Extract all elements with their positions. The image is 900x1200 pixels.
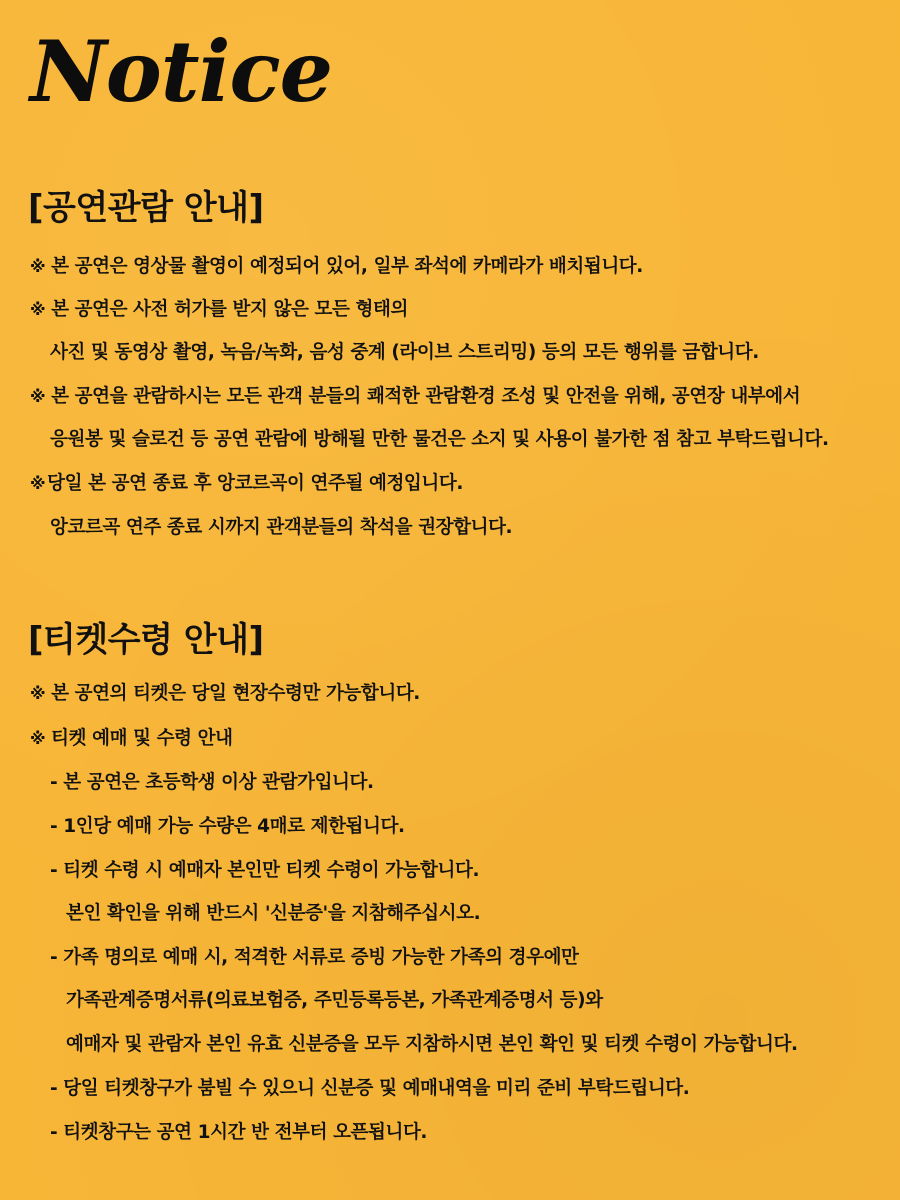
notice-sub-line: - 가족 명의로 예매 시, 적격한 서류로 증빙 가능한 가족의 경우에만 xyxy=(50,947,579,968)
notice-line-continued: 앙코르곡 연주 종료 시까지 관객분들의 착석을 권장합니다. xyxy=(50,517,513,538)
reference-mark-icon: ※ xyxy=(30,300,46,319)
section-heading-ticket: [티켓수령 안내] xyxy=(28,620,264,660)
notice-sub-line: - 티켓창구는 공연 1시간 반 전부터 오픈됩니다. xyxy=(50,1122,428,1143)
notice-sub-line: - 당일 티켓창구가 붐빌 수 있으니 신분증 및 예매내역을 미리 준비 부탁드립니다. xyxy=(50,1078,690,1099)
notice-line: ※ 본 공연을 관람하시는 모든 관객 분들의 쾌적한 관람환경 조성 및 안전을 위해, 공연장 내부에서 xyxy=(30,386,801,407)
notice-line: ※ 본 공연은 사전 허가를 받지 않은 모든 형태의 xyxy=(30,299,408,320)
notice-line-continued: 사진 및 동영상 촬영, 녹음/녹화, 음성 중계 (라이브 스트리밍) 등의 모든 행위를 금합니다. xyxy=(50,342,759,363)
reference-mark-icon: ※ xyxy=(30,474,46,493)
notice-sub-line-continued: 가족관계증명서류(의료보험증, 주민등록등본, 가족관계증명서 등)와 xyxy=(66,990,603,1011)
dash-bullet: - xyxy=(50,772,58,793)
notice-line-continued: 응원봉 및 슬로건 등 공연 관람에 방해될 만한 물건은 소지 및 사용이 불가한 점 참고 부탁드립니다. xyxy=(50,429,829,450)
notice-sub-line-continued: 예매자 및 관람자 본인 유효 신분증을 모두 지참하시면 본인 확인 및 티켓 수령이 가능합니다. xyxy=(66,1034,798,1055)
dash-bullet: - xyxy=(50,816,58,837)
notice-sub-line: - 티켓 수령 시 예매자 본인만 티켓 수령이 가능합니다. xyxy=(50,860,480,881)
notice-line: ※ 본 공연의 티켓은 당일 현장수령만 가능합니다. xyxy=(30,683,420,704)
reference-mark-icon: ※ xyxy=(30,257,46,276)
notice-line: ※ 본 공연은 영상물 촬영이 예정되어 있어, 일부 좌석에 카메라가 배치됩니다. xyxy=(30,256,643,277)
reference-mark-icon: ※ xyxy=(30,387,46,406)
dash-bullet: - xyxy=(50,860,58,881)
notice-line: ※ 당일 본 공연 종료 후 앙코르곡이 연주될 예정입니다. xyxy=(30,473,463,494)
dash-bullet: - xyxy=(50,947,58,968)
notice-sub-line: - 1인당 예매 가능 수량은 4매로 제한됩니다. xyxy=(50,816,405,837)
reference-mark-icon: ※ xyxy=(30,729,46,748)
notice-sub-line-continued: 본인 확인을 위해 반드시 '신분증'을 지참해주십시오. xyxy=(66,903,481,924)
dash-bullet: - xyxy=(50,1078,58,1099)
notice-line: ※ 티켓 예매 및 수령 안내 xyxy=(30,728,233,749)
notice-sub-line: - 본 공연은 초등학생 이상 관람가입니다. xyxy=(50,772,374,793)
section-heading-performance: [공연관람 안내] xyxy=(28,188,264,228)
page-title: Notice xyxy=(30,22,333,121)
reference-mark-icon: ※ xyxy=(30,684,46,703)
dash-bullet: - xyxy=(50,1122,58,1143)
